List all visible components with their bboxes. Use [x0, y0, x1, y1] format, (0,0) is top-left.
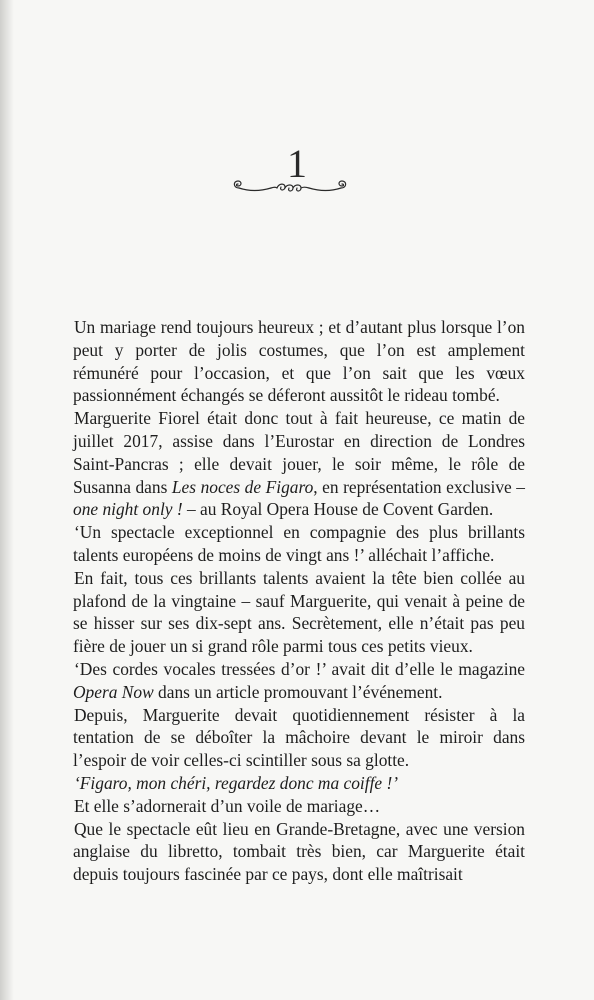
- paragraph-5-text-b: dans un article promouvant l’événement.: [153, 681, 443, 702]
- paragraph-2-text-a: Marguerite Fiorel était donc tout à fait heureuse, ce matin de juillet 2017, assise dans l’Eurostar en direction de Londres Saint-Pancras ; elle devait jouer, le soir même, le rôle de Susanna dans: [73, 408, 525, 497]
- paragraph-2-phrase-italic: one night only !: [73, 499, 183, 520]
- paragraph-2-title-italic: Les noces de Figaro: [171, 476, 314, 497]
- paragraph-7-quote-italic: ‘Figaro, mon chéri, regardez donc ma coiffe !’: [74, 772, 399, 793]
- paragraph-2: [73, 407, 525, 521]
- paragraph-6: Depuis, Marguerite devait quotidiennement résister à la tentation de se déboîter la mâchoire devant le miroir dans l’espoir de voir celles-ci scintiller sous sa glotte.: [73, 704, 525, 771]
- paragraph-9: Que le spectacle eût lieu en Grande-Bretagne, avec une version anglaise du libretto, tombait très bien, car Marguerite était depuis toujours fascinée par ce pays, dont elle maîtrisait: [73, 818, 525, 885]
- paragraph-2-text-b: , en représentation exclusive –: [313, 476, 525, 497]
- paragraph-5-magazine-italic: Opera Now: [73, 681, 154, 702]
- paragraph-2-text-c: – au Royal Opera House de Covent Garden.: [182, 499, 494, 520]
- paragraph-5: [73, 658, 525, 704]
- paragraph-3: ‘Un spectacle exceptionnel en compagnie des plus brillants talents européens de moins de vingt ans !’ alléchait l’affiche.: [73, 522, 525, 565]
- paragraph-1: Un mariage rend toujours heureux ; et d’autant plus lorsque l’on peut y porter de jolis costumes, que l’on est amplement rémunéré pour l’occasion, et que l’on sait que les vœux passionnément échangés se déferont aussitôt le rideau tombé.: [73, 317, 525, 406]
- paragraph-4: En fait, tous ces brillants talents avaient la tête bien collée au plafond de la vingtaine – sauf Marguerite, qui venait à peine de se hisser sur ses dix-sept ans. Secrètement, elle n’était pas peu fière de jouer un si grand rôle parmi tous ces petits vieux.: [73, 567, 525, 657]
- chapter-ornament-flourish: [229, 176, 351, 200]
- paragraph-5-text-a: ‘Des cordes vocales tressées d’or !’ avait dit d’elle le magazine: [74, 658, 525, 679]
- paragraph-8: Et elle s’adornerait d’un voile de mariage…: [74, 795, 381, 816]
- chapter-number: 1: [287, 141, 307, 186]
- paragraph-7: [73, 772, 525, 795]
- chapter-body: [73, 316, 525, 886]
